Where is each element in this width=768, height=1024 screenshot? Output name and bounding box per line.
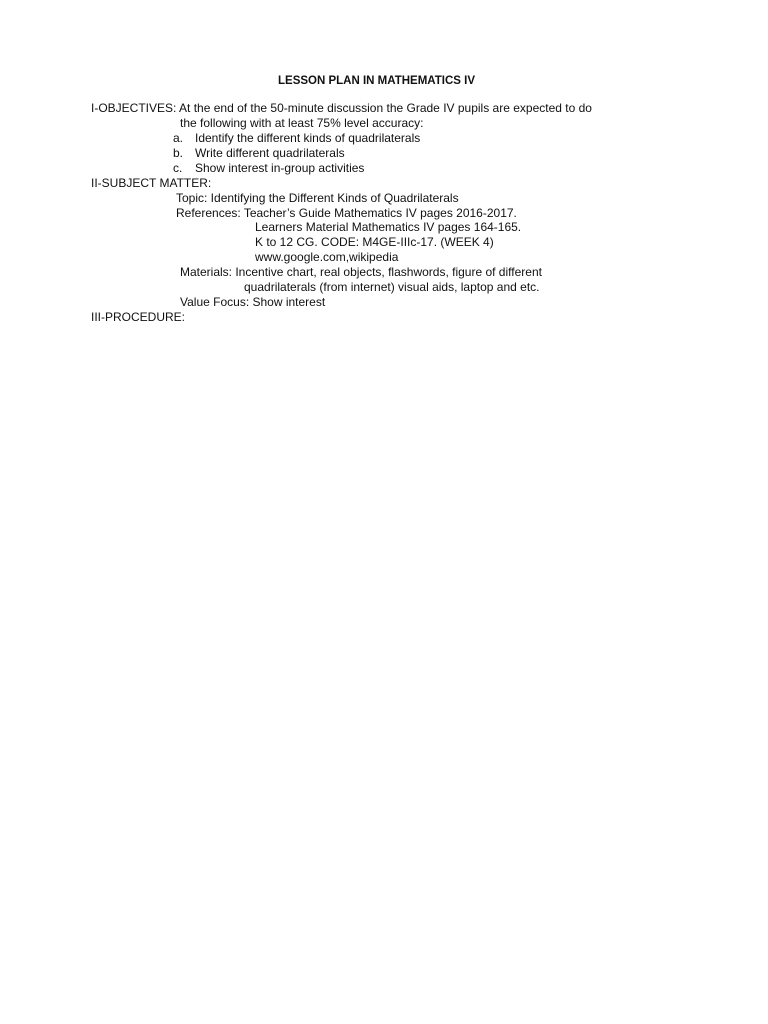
objectives-heading [91, 101, 592, 116]
references-line: References: Teacher’s Guide Mathematics IV pages 2016-2017. [176, 206, 517, 220]
value-focus-line: Value Focus: Show interest [180, 295, 326, 309]
reference-cg-code: K to 12 CG. CODE: M4GE-IIIc-17. (WEEK 4) [255, 235, 494, 249]
procedure-heading: III-PROCEDURE: [91, 310, 186, 324]
objective-item-text: Show interest in-group activities [195, 161, 365, 175]
materials-line-2: quadrilaterals (from internet) visual aids, laptop and etc. [244, 280, 540, 294]
objectives-label: I-OBJECTIVES: [91, 101, 177, 115]
objective-item-text: Identify the different kinds of quadrilaterals [195, 131, 421, 145]
reference-web: www.google.com,wikipedia [255, 250, 399, 264]
topic-line: Topic: Identifying the Different Kinds of Quadrilaterals [176, 191, 459, 205]
reference-learners-material: Learners Material Mathematics IV pages 164-165. [255, 220, 522, 234]
document-title: LESSON PLAN IN MATHEMATICS IV [278, 75, 475, 87]
objective-item-marker: a. [173, 131, 184, 145]
objective-item-marker: b. [173, 146, 184, 160]
objective-item-text: Write different quadrilaterals [195, 146, 345, 160]
subject-matter-heading: II-SUBJECT MATTER: [91, 176, 212, 190]
objectives-intro-line-1: At the end of the 50-minute discussion the Grade IV pupils are expected to do [179, 101, 592, 115]
objectives-intro-line-2: the following with at least 75% level accuracy: [180, 116, 424, 130]
objective-item-marker: c. [173, 161, 183, 175]
materials-line-1: Materials: Incentive chart, real objects, flashwords, figure of different [180, 265, 542, 279]
